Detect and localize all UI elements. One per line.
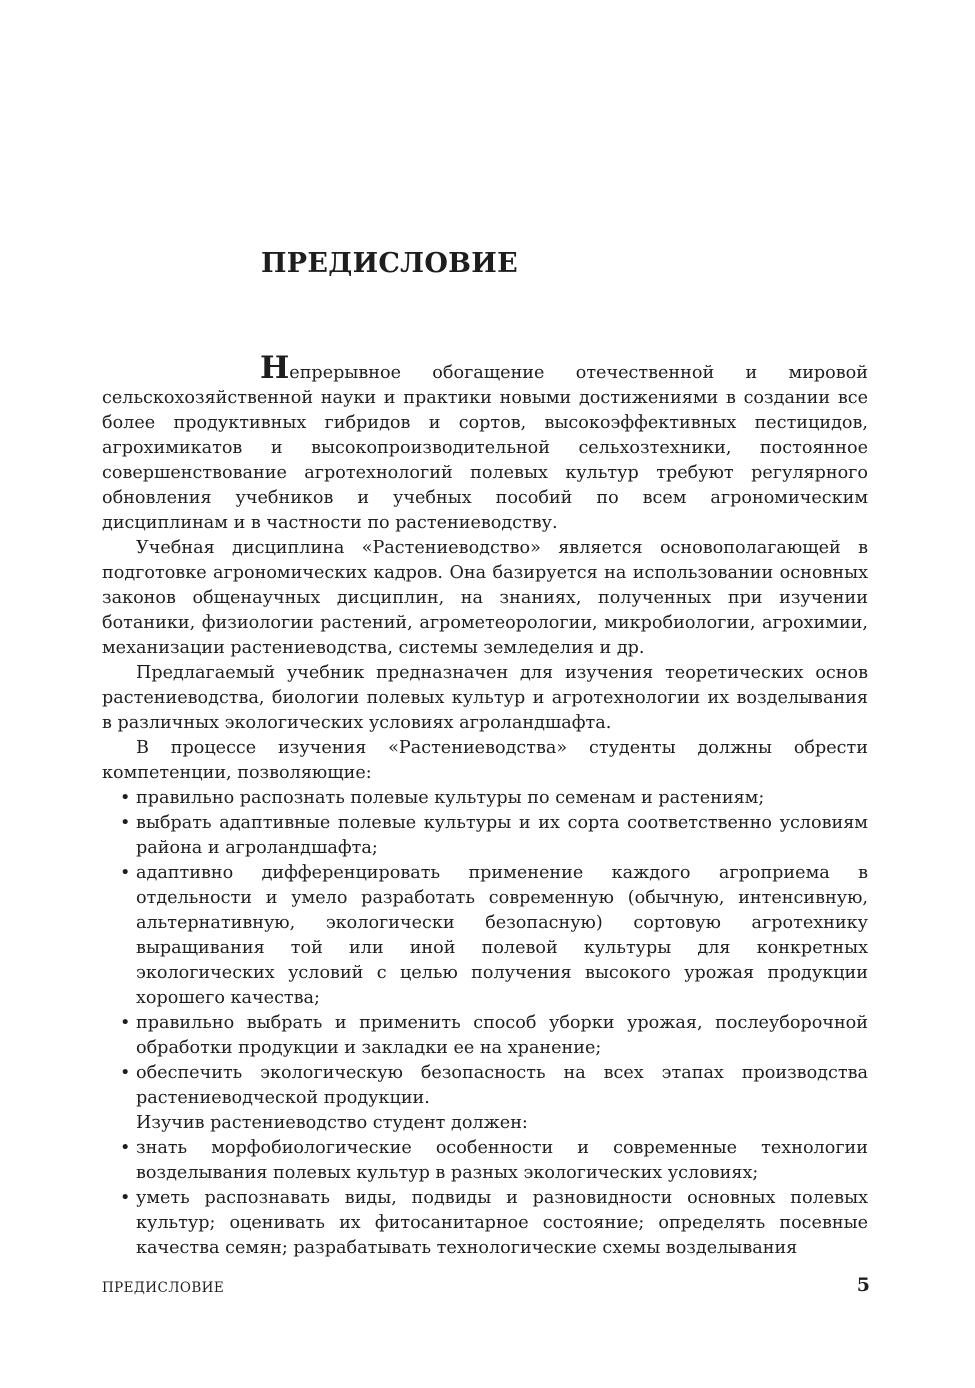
discipline-paragraph: Учебная дисциплина «Растениеводство» является основополагающей в подготовке агрономических кадров. Она базируется на использовании основных законов общенаучных дисциплин, на знаниях, полученных при изучении ботаники, физиологии растений, агрометеорологии, микробиологии, агрохимии, механизации растениеводства, системы земледелия и др.: [102, 538, 868, 658]
list-item: • правильно распознать полевые культуры по семенам и растениям;: [102, 786, 868, 811]
list-item: • обеспечить экологическую безопасность на всех этапах производства растениеводческой продукции.: [120, 1063, 868, 1108]
intro-paragraph-text: епрерывное обогащение отечественной и мировой сельскохозяйственной науки и практики новыми достижениями в создании все более продуктивных гибридов и сортов, высокоэффективных пестицидов, агрохимикатов и высокопроизводительной сельхозтехники, постоянное совершенствование агротехнологий полевых культур требуют регулярного обновления учебников и учебных пособий по всем агрономическим дисциплинам и в частности по растениеводству.: [102, 363, 868, 533]
list-item: • выбрать адаптивные полевые культуры и их сорта соответственно условиям района и агроландшафта;: [120, 813, 868, 858]
list-item: • уметь распознавать виды, подвиды и разновидности основных полевых культур; оценивать их фитосанитарное состояние; определять посевные качества семян; разрабатывать технологические схемы возделывания: [120, 1188, 868, 1258]
bullet-icon: •: [120, 863, 131, 883]
chapter-title: ПРЕДИСЛОВИЕ: [261, 248, 518, 279]
body-text: [102, 350, 868, 1261]
list-item: • адаптивно дифференцировать применение каждого агроприема в отдельности и умело разработать современную (обычную, интенсивную, альтернативную, экологически безопасную) сортовую агротехнику выращивания той или иной полевой культуры для конкретных экологических условий с целью получения высокого урожая продукции хорошего качества;: [120, 863, 868, 1008]
bullet-icon: •: [120, 1013, 131, 1033]
competencies-list: [102, 786, 868, 1111]
bullet-icon: •: [120, 1063, 131, 1083]
bullet-icon: •: [120, 813, 131, 833]
running-head: ПРЕДИСЛОВИЕ: [102, 1280, 225, 1296]
drop-cap: Н: [260, 350, 290, 386]
textbook-purpose-paragraph: Предлагаемый учебник предназначен для изучения теоретических основ растениеводства, биологии полевых культур и агротехнологии их возделывания в различных экологических условиях агроландшафта.: [102, 663, 868, 733]
list-item: • правильно выбрать и применить способ уборки урожая, послеуборочной обработки продукции и закладки ее на хранение;: [120, 1013, 868, 1058]
list-item: • знать морфобиологические особенности и современные технологии возделывания полевых культур в разных экологических условиях;: [120, 1138, 868, 1183]
bullet-icon: •: [120, 1138, 131, 1158]
page-number: 5: [856, 1274, 870, 1296]
bullet-icon: •: [120, 788, 131, 808]
competencies-intro-paragraph: В процессе изучения «Растениеводства» студенты должны обрести компетенции, позволяющие:: [102, 738, 868, 783]
bullet-icon: •: [120, 1188, 131, 1208]
intro-paragraph: [102, 350, 868, 536]
requirements-intro-paragraph: Изучив растениеводство студент должен:: [136, 1113, 528, 1133]
requirements-list: [102, 1136, 868, 1261]
